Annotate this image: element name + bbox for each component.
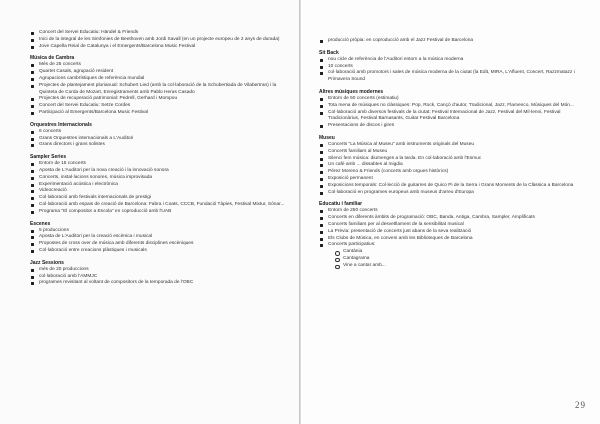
list-item: Silenci fem música: diumenges a la tarda. En col·laboració amb l'Esmuc bbox=[319, 156, 581, 163]
list-item: Pérez Moreno & Friends (concerts amb orgues històrics) bbox=[319, 169, 581, 176]
list-item: Entorn de 50 concerts (estimatiu) bbox=[319, 96, 581, 103]
list-item: Concerts participatius: bbox=[319, 242, 581, 249]
section-list bbox=[30, 161, 288, 215]
list-item: Concert del Servei Educatiu: Setze Cordes bbox=[30, 103, 288, 110]
list-item: 5 produccions bbox=[30, 228, 288, 235]
list-item: programes revisitant al voltant de compositors de la temporada de l'OBC bbox=[30, 280, 288, 287]
section-jazz-sessions bbox=[30, 260, 288, 287]
list-item: Experimentació acústica i electrònica bbox=[30, 182, 288, 189]
list-item: Aposta de L'Auditori per la nova creació i la innovació sonora bbox=[30, 168, 288, 175]
section-heading: Música de Cambra bbox=[30, 55, 75, 62]
section-escenes bbox=[30, 221, 288, 255]
list-item: Grans directors i grans solistes bbox=[30, 142, 288, 149]
list-item: Els Clubs de Música, en conveni amb les Biblioteques de Barcelona bbox=[319, 236, 581, 243]
list-item: Participació al Emergents/Barcelona Music Festival bbox=[30, 110, 288, 117]
section-educatiu-i-familiar bbox=[319, 201, 581, 269]
list-item: Concerts familiars al Museu bbox=[319, 149, 581, 156]
section-list bbox=[319, 57, 581, 84]
left-page bbox=[0, 0, 299, 424]
intro-list bbox=[319, 38, 581, 45]
section-list bbox=[30, 228, 288, 255]
list-item: Aposta de L'Auditori per la creació escènica i musical bbox=[30, 234, 288, 241]
right-intro bbox=[319, 38, 581, 45]
list-item: nou cicle de referència de l'Auditori entorn a la música moderna bbox=[319, 57, 581, 64]
section-heading: Orquestres Internacionals bbox=[30, 121, 92, 128]
right-column bbox=[319, 38, 581, 271]
section-orquestres-internacionals bbox=[30, 122, 288, 149]
list-item: Projectes de recuperació patrimonial: Pedrell, Gerhard i Mompou bbox=[30, 96, 288, 103]
right-page bbox=[301, 0, 600, 424]
page-number: 29 bbox=[575, 400, 586, 410]
section-heading: Altres músiques modernes bbox=[319, 88, 384, 95]
list-item: Inici de la integral de les Simfonies de Beethoven amb Jordi Savall (en un projecte europeu de 2 anys de durada) bbox=[30, 37, 288, 44]
list-item: més de 20 produccions bbox=[30, 267, 288, 274]
section-heading: Sit Back bbox=[319, 49, 339, 56]
list-item: 10 concerts bbox=[319, 64, 581, 71]
list-item: Projectes de plantejament plurianual: Schubert Lied (amb la col·laboració de la Schubertiada de Vilabertran) i la Quinteta de Corda de Mozart, Enregistraments amb Pablo Heras Casado bbox=[30, 83, 288, 97]
list-item: Concert del Servei Educatiu: Händel & Friends bbox=[30, 30, 288, 37]
sub-list-item: Vine a cantar amb... bbox=[319, 263, 581, 270]
list-item: col·laboració amb promotors i sales de música moderna de la ciutat (la Edit, MIRA, L'Afluent, Concert, Razzmatazz i Primavera Sound bbox=[319, 70, 581, 84]
section-list bbox=[319, 142, 581, 196]
list-item: Més de 25 concerts bbox=[30, 62, 288, 69]
list-item: producció pròpia: en coproducció amb el Jazz Festival de Barcelona bbox=[319, 38, 581, 45]
list-item: col·laboració amb l'AMMJC bbox=[30, 274, 288, 281]
list-item: Un cafè amb ... dissabtes al migdia bbox=[319, 162, 581, 169]
list-item: Col·laboració entre creacions plàstiques i musicals bbox=[30, 248, 288, 255]
list-item: Jove Capella Reial de Catalunya i el Emergents/Barcelona Music Festival bbox=[30, 44, 288, 51]
list-item: Entorn de 15 concerts bbox=[30, 161, 288, 168]
list-item: Grans Orquestres internacionals a L'Auditori bbox=[30, 136, 288, 143]
section-museu bbox=[319, 135, 581, 196]
left-column bbox=[30, 30, 288, 288]
list-item: Concerts en diferents àmbits de programació: OBC, Banda, Antiga, Cambra, Sampler, Amplificats bbox=[319, 215, 581, 222]
list-item: Col·laboració amb espais de creació de Barcelona: Fabra i Coats, CCCB, Fundació Tàpies, Festival Mixtur, Sónar... bbox=[30, 202, 288, 209]
section-sit-back bbox=[319, 50, 581, 84]
list-item: La Prèvia: presentació de concerts just abans de la seva realització bbox=[319, 229, 581, 236]
section-musica-de-cambra bbox=[30, 55, 288, 116]
list-item: Concerts, instal·lacions sonores, música improvisada bbox=[30, 175, 288, 182]
list-item: Col·laboració amb festivals internacionals de prestigi bbox=[30, 195, 288, 202]
list-item: Concerts familiars per al desvetllament de la sensibilitat musical bbox=[319, 222, 581, 229]
intro-list bbox=[30, 30, 288, 50]
sub-list-item: Cantagrama bbox=[319, 256, 581, 263]
section-altres-musiques-modernes bbox=[319, 89, 581, 130]
list-item: Exposicions temporals: Col·lecció de guitarres de Quico Pi de la Serra i Grans Moments de la Clàssica a Barcelona bbox=[319, 183, 581, 190]
sub-list-item: Cantània bbox=[319, 249, 581, 256]
section-list bbox=[30, 129, 288, 149]
list-item: Propostes de cross over de música amb diferents disciplines escèniques bbox=[30, 241, 288, 248]
list-item: Entorn de 250 concerts bbox=[319, 208, 581, 215]
section-heading: Escenes bbox=[30, 220, 51, 227]
list-item: Videocreació bbox=[30, 188, 288, 195]
section-heading: Jazz Sessions bbox=[30, 259, 64, 266]
list-item: Col·laboració amb diversos festivals de la ciutat: Festival Internacional de Jazz, Festival del Mil·lenni, Festival Tradicionàrius, Festival Barnasants, Guitar Festival Barcelona bbox=[319, 110, 581, 124]
list-item: 6 concerts bbox=[30, 129, 288, 136]
list-item: Concerts "La Música al Museu" amb instruments originals del Museu bbox=[319, 142, 581, 149]
section-list bbox=[319, 208, 581, 269]
list-item: Tota mena de músiques no clàssiques: Pop, Rock, Cançó d'autor, Tradicional, Jazz, Flamenco, Músiques del Món... bbox=[319, 103, 581, 110]
list-item: Exposició permanent bbox=[319, 176, 581, 183]
list-item: Quartet Casals, agrupació resident bbox=[30, 69, 288, 76]
section-list bbox=[319, 96, 581, 130]
section-heading: Educatiu i familiar bbox=[319, 201, 363, 208]
section-heading: Sampler Series bbox=[30, 154, 67, 161]
section-list bbox=[30, 62, 288, 116]
left-intro bbox=[30, 30, 288, 50]
list-item: Presentacions de discos i gires bbox=[319, 123, 581, 130]
list-item: Col·laboració en programes europeus amb museus d'arreu d'Europa bbox=[319, 190, 581, 197]
list-item: Agrupacions cambrístiques de referència mundial bbox=[30, 76, 288, 83]
section-heading: Museu bbox=[319, 134, 335, 141]
section-list bbox=[30, 267, 288, 287]
list-item: Programa "El compositor a Escola" en coproducció amb l'UAB bbox=[30, 209, 288, 216]
section-sampler-series bbox=[30, 154, 288, 215]
